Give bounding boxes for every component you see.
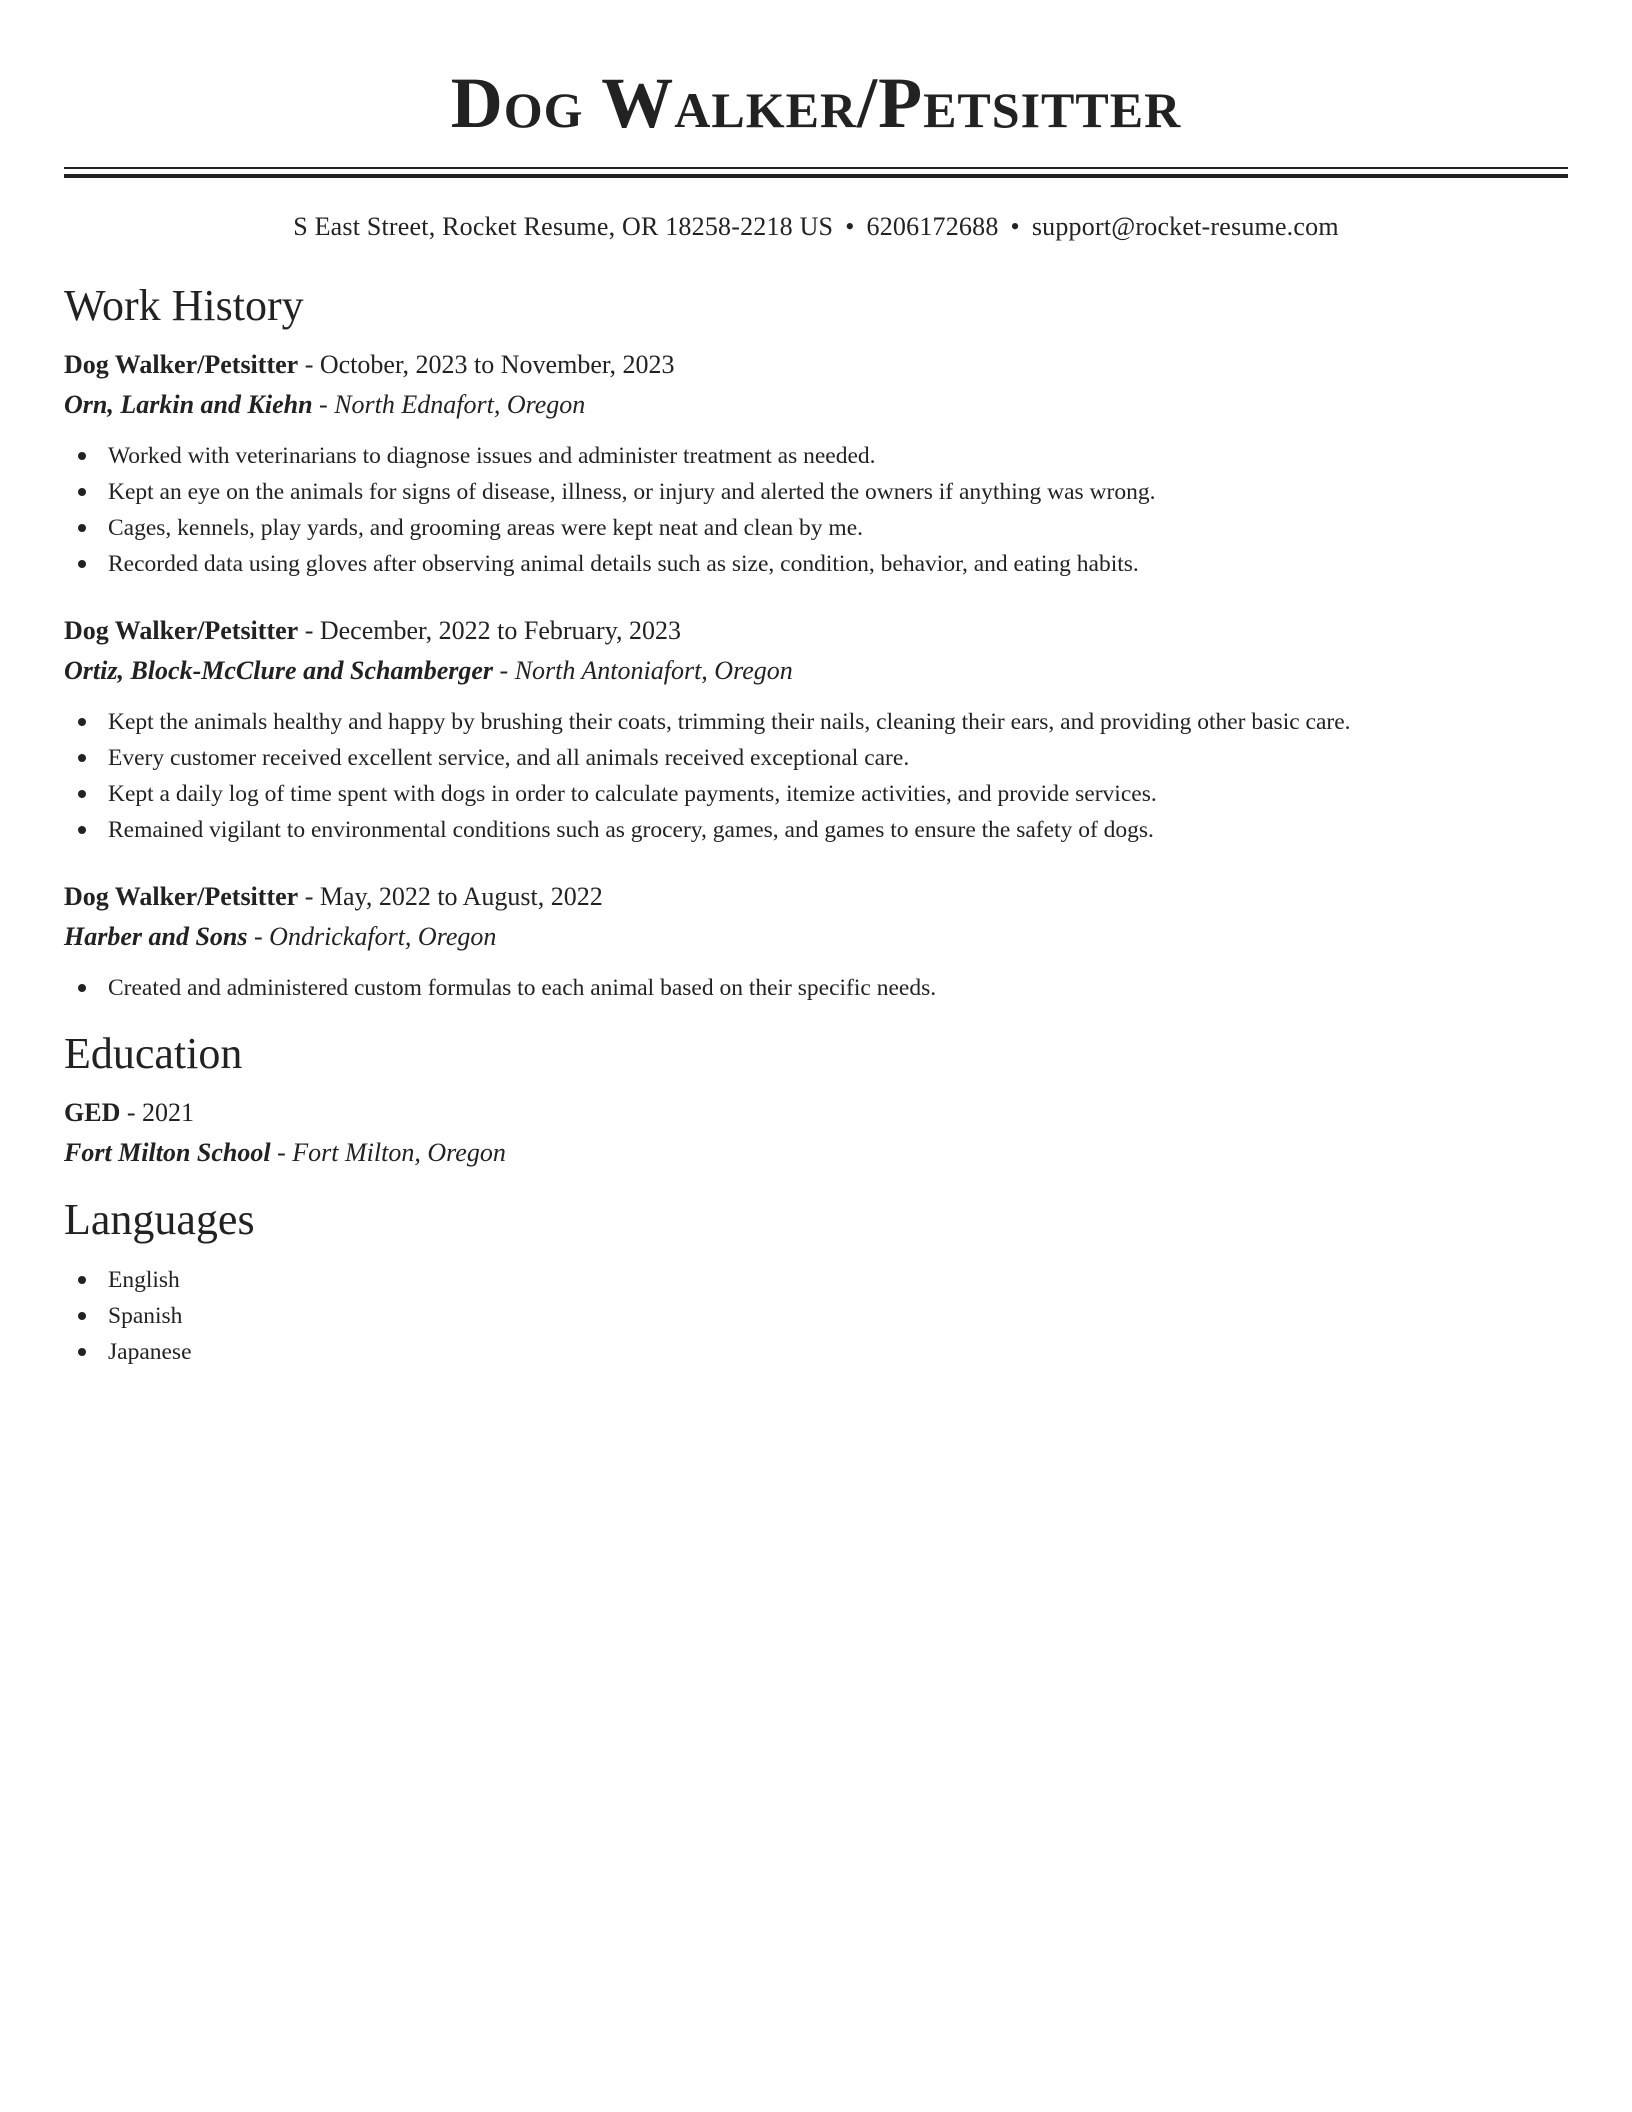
job-dates: May, 2022 to August, 2022	[319, 882, 603, 911]
job-position: Dog Walker/Petsitter	[64, 350, 299, 379]
contact-separator: •	[1010, 212, 1020, 241]
job-bullet-list	[64, 970, 1568, 1006]
job-position: Dog Walker/Petsitter	[64, 882, 299, 911]
job-bullet	[64, 474, 1568, 510]
dash-separator: -	[493, 656, 515, 685]
job-bullet-text: Remained vigilant to environmental conditions such as grocery, games, and games to ensure the safety of dogs.	[108, 817, 1154, 843]
dash-separator: -	[247, 922, 270, 951]
job-bullet-list	[64, 438, 1568, 582]
job-position: Dog Walker/Petsitter	[64, 616, 299, 645]
education-degree: GED	[64, 1098, 121, 1127]
job-dates: December, 2022 to February, 2023	[319, 616, 682, 645]
dash-separator: -	[298, 882, 320, 911]
languages-heading: Languages	[64, 1195, 255, 1244]
bullet-dot	[78, 984, 86, 992]
language-item	[64, 1298, 1568, 1334]
job-bullet-text: Kept an eye on the animals for signs of disease, illness, or injury and alerted the owners if anything was wrong.	[108, 479, 1156, 505]
bullet-dot	[78, 1312, 86, 1320]
language-item	[64, 1334, 1568, 1370]
job-company: Orn, Larkin and Kiehn	[64, 390, 313, 419]
job-bullet	[64, 438, 1568, 474]
job-bullet-text: Cages, kennels, play yards, and grooming areas were kept neat and clean by me.	[108, 515, 863, 541]
language-text: Japanese	[108, 1339, 192, 1365]
bullet-dot	[78, 524, 86, 532]
job-bullet-list	[64, 704, 1568, 848]
job-company: Harber and Sons	[64, 922, 248, 951]
bullet-dot	[78, 1276, 86, 1284]
job-bullet-text: Created and administered custom formulas to each animal based on their specific needs.	[108, 975, 937, 1001]
bullet-dot	[78, 452, 86, 460]
job-bullet-text: Every customer received excellent service, and all animals received exceptional care.	[108, 745, 910, 771]
job-bullet	[64, 546, 1568, 582]
bullet-dot	[78, 754, 86, 762]
education-year: 2021	[142, 1098, 195, 1127]
header-divider-thin	[64, 167, 1568, 169]
resume-name-heading: Dog Walker/Petsitter	[450, 63, 1182, 143]
job-company-line	[64, 388, 1568, 422]
language-text: Spanish	[108, 1303, 183, 1329]
resume-page	[64, 0, 1568, 1370]
education-degree-line	[64, 1096, 1568, 1130]
job-bullet	[64, 776, 1568, 812]
job-location: Ondrickafort, Oregon	[269, 922, 497, 951]
job-title-line	[64, 614, 1568, 648]
job-location: North Antoniafort, Oregon	[514, 656, 793, 685]
bullet-dot	[78, 826, 86, 834]
education-location: Fort Milton, Oregon	[292, 1138, 506, 1167]
contact-email: support@rocket-resume.com	[1031, 212, 1339, 241]
job-dates: October, 2023 to November, 2023	[319, 350, 675, 379]
job-entry	[64, 348, 1568, 582]
bullet-dot	[78, 488, 86, 496]
job-title-line	[64, 348, 1568, 382]
job-location: North Ednafort, Oregon	[334, 390, 586, 419]
bullet-dot	[78, 718, 86, 726]
contact-phone: 6206172688	[866, 212, 999, 241]
bullet-dot	[78, 560, 86, 568]
dash-separator: -	[298, 616, 320, 645]
contact-address: S East Street, Rocket Resume, OR 18258-2218 US	[293, 212, 834, 241]
job-entry	[64, 880, 1568, 1006]
education-school: Fort Milton School	[64, 1138, 271, 1167]
job-bullet	[64, 970, 1568, 1006]
bullet-dot	[78, 1348, 86, 1356]
job-bullet	[64, 704, 1568, 740]
dash-separator: -	[312, 390, 335, 419]
job-company-line	[64, 920, 1568, 954]
job-bullet	[64, 510, 1568, 546]
job-company-line	[64, 654, 1568, 688]
work-history-heading: Work History	[64, 281, 304, 330]
job-entry	[64, 614, 1568, 848]
job-title-line	[64, 880, 1568, 914]
education-school-line	[64, 1136, 1568, 1170]
job-bullet-text: Recorded data using gloves after observing animal details such as size, condition, behavior, and eating habits.	[108, 551, 1139, 577]
job-bullet	[64, 812, 1568, 848]
bullet-dot	[78, 790, 86, 798]
job-bullet-text: Kept a daily log of time spent with dogs in order to calculate payments, itemize activities, and provide services.	[108, 781, 1157, 807]
job-company: Ortiz, Block-McClure and Schamberger	[64, 656, 494, 685]
contact-line	[64, 210, 1568, 244]
contact-separator: •	[845, 212, 855, 241]
job-bullet-text: Kept the animals healthy and happy by brushing their coats, trimming their nails, cleaning their ears, and providing other basic care.	[108, 709, 1351, 735]
language-text: English	[108, 1267, 180, 1293]
education-heading: Education	[64, 1029, 243, 1078]
dash-separator: -	[270, 1138, 293, 1167]
job-bullet-text: Worked with veterinarians to diagnose issues and administer treatment as needed.	[108, 443, 876, 469]
header-divider-thick	[64, 174, 1568, 178]
languages-list	[64, 1262, 1568, 1370]
dash-separator: -	[298, 350, 320, 379]
job-bullet	[64, 740, 1568, 776]
language-item	[64, 1262, 1568, 1298]
dash-separator: -	[120, 1098, 143, 1127]
